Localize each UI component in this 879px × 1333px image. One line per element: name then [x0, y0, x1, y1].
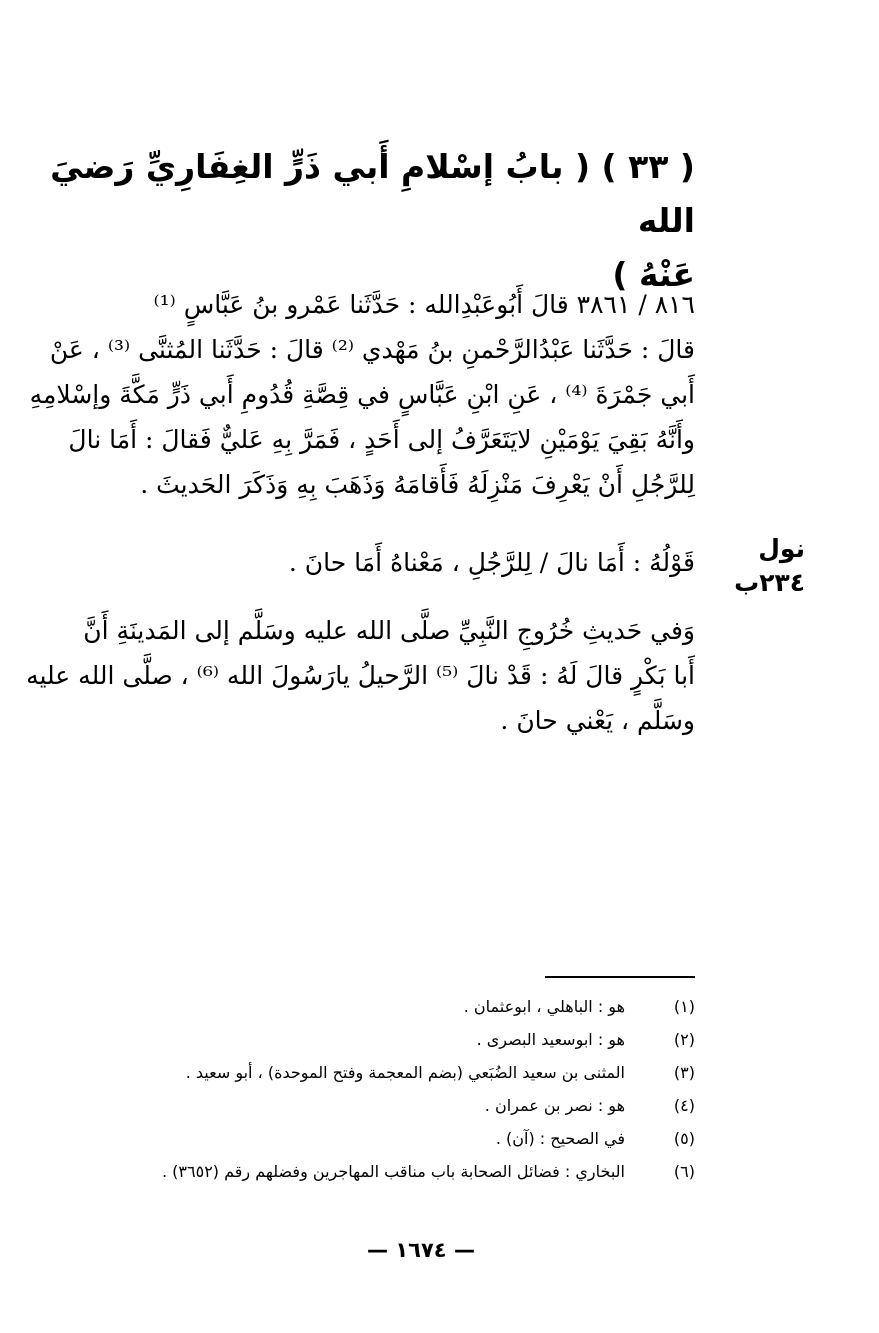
footnote-number: (٤)	[673, 1096, 695, 1115]
footnote-number: (٣)	[673, 1063, 695, 1082]
footnotes-list	[40, 990, 695, 1188]
footnote-text: هو : نصر بن عمران .	[484, 1096, 625, 1115]
hadith-line-3: أَبي جَمْرَةَ ⁽⁴⁾ ، عَنِ ابْنِ عَبَّاسٍ في قِصَّةِ قُدُومِ أَبي ذَرٍّ مَكَّةَ وإسْلامِهِ	[29, 380, 695, 409]
footnote-text: هو : ابوسعيد البصرى .	[476, 1030, 625, 1049]
footnote-text: البخاري : فضائل الصحابة باب مناقب المهاجرين وفضلهم رقم (٣٦٥٢) .	[162, 1162, 625, 1181]
hadith-paragraph	[29, 282, 695, 507]
hadith-line-1: ٨١٦ / ٣٨٦١ قالَ أَبُوعَبْدِالله : حَدَّثَنا عَمْرو بنُ عَبَّاسٍ ⁽¹⁾	[153, 290, 695, 319]
footnote-item	[40, 1023, 695, 1056]
footnote-item	[40, 990, 695, 1023]
chapter-heading-line-1: ( ٣٣ ) ( بابُ إسْلامِ أَبي ذَرٍّ الغِفَارِيِّ رَضيَ الله	[50, 147, 695, 240]
footnote-text: هو : الباهلي ، ابوعثمان .	[463, 997, 625, 1016]
footnote-text: في الصحيح : (آن) .	[495, 1129, 625, 1148]
chapter-heading	[20, 140, 695, 302]
footnote-number: (٥)	[673, 1129, 695, 1148]
footnote-number: (٦)	[673, 1162, 695, 1181]
margin-note-folio: ٢٣٤ب	[734, 568, 805, 597]
footnote-number: (١)	[673, 997, 695, 1016]
page-number: — ١٦٧٤ —	[367, 1238, 475, 1262]
margin-note	[715, 532, 805, 600]
footnote-item	[40, 1089, 695, 1122]
additional-hadith-paragraph	[26, 608, 695, 743]
margin-note-word: نول	[758, 534, 805, 563]
footnote-number: (٢)	[673, 1030, 695, 1049]
explanation-paragraph: قَوْلُهُ : أَمَا نالَ / لِلرَّجُلِ ، مَعْناهُ أَمَا حانَ .	[288, 548, 695, 577]
hadith-line-5: لِلرَّجُلِ أَنْ يَعْرِفَ مَنْزِلَهُ فَأَقامَهُ وَذَهَبَ بِهِ وَذَكَرَ الحَديثَ .	[140, 470, 695, 499]
additional-line-2: أَبا بَكْرٍ قالَ لَهُ : قَدْ نالَ ⁽⁵⁾ الرَّحيلُ يارَسُولَ الله ⁽⁶⁾ ، صلَّى الله عليه	[26, 661, 695, 690]
hadith-line-2: قالَ : حَدَّثَنا عَبْدُالرَّحْمنِ بنُ مَهْدي ⁽²⁾ قالَ : حَدَّثَنا المُثنَّى ⁽³⁾ ، عَنْ	[49, 335, 695, 364]
footnote-text: المثنى بن سعيد الضُبَعي (بضم المعجمة وفتح الموحدة) ، أبو سعيد .	[185, 1063, 625, 1082]
footnote-item	[40, 1056, 695, 1089]
chapter-heading-line-2: عَنْهُ )	[612, 255, 695, 294]
footnote-item	[40, 1122, 695, 1155]
additional-line-1: وَفي حَديثِ خُرُوجِ النَّبِيِّ صلَّى الله عليه وسَلَّم إلى المَدينَةِ أَنَّ	[83, 616, 695, 645]
footnote-divider	[545, 976, 695, 978]
footnote-item	[40, 1155, 695, 1188]
hadith-line-4: وأَنَّهُ بَقِيَ يَوْمَيْنِ لايَتَعَرَّفُ إلى أَحَدٍ ، فَمَرَّ بِهِ عَليٌّ فَقالَ : أَمَا نالَ	[68, 425, 695, 454]
additional-line-3: وسَلَّم ، يَعْني حانَ .	[500, 706, 695, 735]
